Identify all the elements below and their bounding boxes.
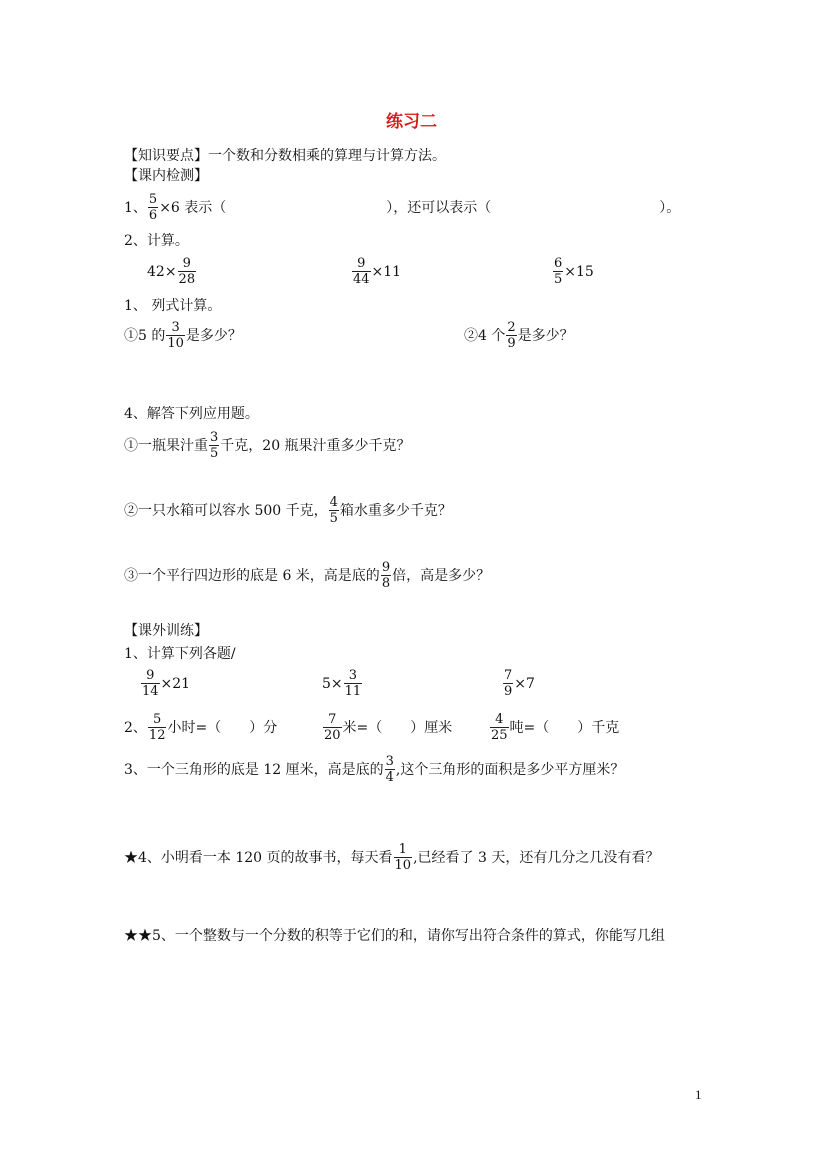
in-class-q2-label: 2、计算。 xyxy=(124,233,189,249)
in-class-q3-label: 1、 列式计算。 xyxy=(124,298,222,314)
in-class-q4-a: ①一瓶果汁重 $\frac{3}{5}$ 千克，20 瓶果汁重多少千克？ xyxy=(124,430,411,461)
q1-text-c: ）。 xyxy=(659,199,681,216)
in-class-q4-c: ③一个平行四边形的底是 6 米，高是底的 $\frac{9}{8}$ 倍，高是多少？ xyxy=(124,560,491,591)
q1-text-b: ），还可以表示（ xyxy=(386,199,492,216)
section-header-outside: 【课外训练】 xyxy=(124,623,208,639)
in-class-q1 xyxy=(124,192,680,223)
section-header-in-class: 【课内检测】 xyxy=(124,168,208,184)
calc-item: $\frac{6}{5}$ ×15 xyxy=(554,256,594,287)
calc-item: $\frac{9}{44}$ ×11 xyxy=(353,256,402,287)
calc-item: $\frac{7}{9}$ ×7 xyxy=(504,668,535,699)
in-class-q3-a: ①5 的 $\frac{3}{10}$ 是多少？ xyxy=(124,320,242,351)
outside-q3: 3、一个三角形的底是 12 厘米，高是底的 $\frac{3}{4}$ ,这个三角形的面积是多少平方厘米？ xyxy=(124,754,625,785)
calc-item: 5× $\frac{3}{11}$ xyxy=(322,668,362,699)
calc-item: 42× $\frac{9}{28}$ xyxy=(147,256,196,287)
outside-q4: ★4、小明看一本 120 页的故事书，每天看 $\frac{1}{10}$ ,已经看了 3 天，还有几分之几没有看？ xyxy=(124,842,660,873)
outside-q5: ★★5、一个整数与一个分数的积等于它们的和，请你写出符合条件的算式，你能写几组 xyxy=(124,928,665,944)
key-points xyxy=(124,147,446,165)
in-class-q3-b: ②4 个 $\frac{2}{9}$ 是多少？ xyxy=(464,320,574,351)
outside-q1-label: 1、计算下列各题/ xyxy=(124,646,236,662)
page-number: 1 xyxy=(695,1087,702,1102)
outside-q2-a: 2、 $\frac{5}{12}$ 小时=（ ）分 xyxy=(124,712,278,743)
q1-text-a: ×6 表示（ xyxy=(159,199,227,216)
in-class-q4-b: ②一只水箱可以容水 500 千克， $\frac{4}{5}$ 箱水重多少千克？ xyxy=(124,495,452,526)
key-points-label: 【知识要点】 xyxy=(124,148,208,164)
question-number: 1、 xyxy=(124,199,147,216)
calc-item: $\frac{9}{14}$ ×21 xyxy=(142,668,191,699)
fraction: $\frac{5}{6}$ xyxy=(148,192,158,223)
key-points-text: 一个数和分数相乘的算理与计算方法。 xyxy=(208,148,446,164)
outside-q2-c: $\frac{4}{25}$ 吨=（ ）千克 xyxy=(491,712,620,743)
outside-q2-b: $\frac{7}{20}$ 米=（ ）厘米 xyxy=(324,712,453,743)
page-title: 练习二 xyxy=(386,112,437,132)
in-class-q4-label: 4、解答下列应用题。 xyxy=(124,406,259,422)
